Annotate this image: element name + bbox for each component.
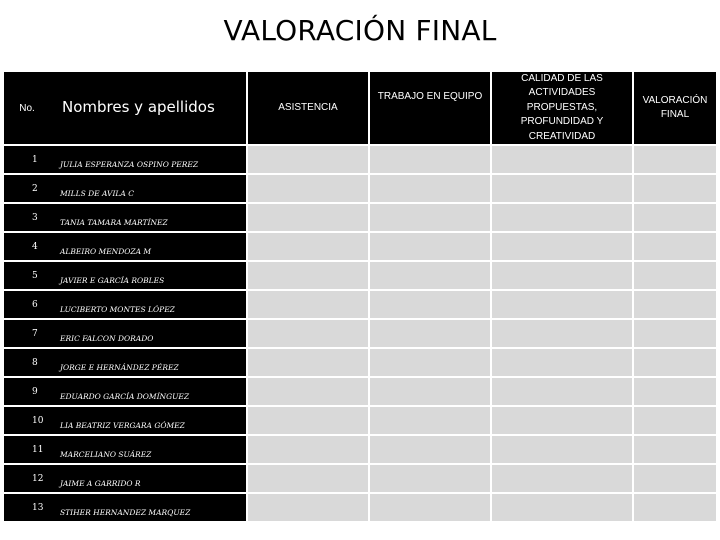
trabajo-equipo-cell[interactable] xyxy=(370,349,490,376)
calidad-cell[interactable] xyxy=(492,378,632,405)
student-name: EDUARDO GARCÍA DOMÍNGUEZ xyxy=(50,378,246,405)
row-number: 11 xyxy=(4,436,50,463)
student-name: LUCIBERTO MONTES LÓPEZ xyxy=(50,291,246,318)
trabajo-equipo-cell[interactable] xyxy=(370,494,490,521)
valoracion-final-cell[interactable] xyxy=(634,146,716,173)
student-name: TANIA TAMARA MARTÍNEZ xyxy=(50,204,246,231)
row-number: 10 xyxy=(4,407,50,434)
asistencia-cell[interactable] xyxy=(248,349,368,376)
calidad-cell[interactable] xyxy=(492,349,632,376)
trabajo-equipo-cell[interactable] xyxy=(370,204,490,231)
valoracion-final-cell[interactable] xyxy=(634,378,716,405)
student-name: JORGE E HERNÁNDEZ PÉREZ xyxy=(50,349,246,376)
valoracion-final-cell[interactable] xyxy=(634,175,716,202)
calidad-cell[interactable] xyxy=(492,233,632,260)
calidad-cell[interactable] xyxy=(492,465,632,492)
asistencia-cell[interactable] xyxy=(248,204,368,231)
asistencia-cell[interactable] xyxy=(248,494,368,521)
calidad-cell[interactable] xyxy=(492,494,632,521)
trabajo-equipo-cell[interactable] xyxy=(370,175,490,202)
row-number: 2 xyxy=(4,175,50,202)
evaluation-table xyxy=(4,72,716,524)
page-title: VALORACIÓN FINAL xyxy=(223,14,497,47)
student-name: MARCELIANO SUÁREZ xyxy=(50,436,246,463)
header-no: No. xyxy=(4,72,50,144)
student-name: JAIME A GARRIDO R xyxy=(50,465,246,492)
row-number: 8 xyxy=(4,349,50,376)
valoracion-final-cell[interactable] xyxy=(634,291,716,318)
valoracion-final-cell[interactable] xyxy=(634,204,716,231)
student-name: MILLS DE AVILA C xyxy=(50,175,246,202)
valoracion-final-cell[interactable] xyxy=(634,233,716,260)
student-name: ALBEIRO MENDOZA M xyxy=(50,233,246,260)
student-name: LIA BEATRIZ VERGARA GÓMEZ xyxy=(50,407,246,434)
valoracion-final-cell[interactable] xyxy=(634,465,716,492)
student-name: STIHER HERNANDEZ MARQUEZ xyxy=(50,494,246,521)
header-calidad: CALIDAD DE LAS ACTIVIDADES PROPUESTAS, PROFUNDIDAD Y CREATIVIDAD xyxy=(492,72,632,144)
asistencia-cell[interactable] xyxy=(248,146,368,173)
asistencia-cell[interactable] xyxy=(248,320,368,347)
row-number: 1 xyxy=(4,146,50,173)
trabajo-equipo-cell[interactable] xyxy=(370,233,490,260)
row-number: 13 xyxy=(4,494,50,521)
header-names: Nombres y apellidos xyxy=(50,72,246,144)
row-number: 12 xyxy=(4,465,50,492)
calidad-cell[interactable] xyxy=(492,146,632,173)
asistencia-cell[interactable] xyxy=(248,262,368,289)
calidad-cell[interactable] xyxy=(492,407,632,434)
asistencia-cell[interactable] xyxy=(248,291,368,318)
asistencia-cell[interactable] xyxy=(248,378,368,405)
row-number: 7 xyxy=(4,320,50,347)
row-number: 9 xyxy=(4,378,50,405)
trabajo-equipo-cell[interactable] xyxy=(370,465,490,492)
calidad-cell[interactable] xyxy=(492,436,632,463)
trabajo-equipo-cell[interactable] xyxy=(370,436,490,463)
trabajo-equipo-cell[interactable] xyxy=(370,378,490,405)
trabajo-equipo-cell[interactable] xyxy=(370,291,490,318)
header-asistencia: ASISTENCIA xyxy=(248,72,368,144)
calidad-cell[interactable] xyxy=(492,320,632,347)
calidad-cell[interactable] xyxy=(492,204,632,231)
asistencia-cell[interactable] xyxy=(248,233,368,260)
student-name: JAVIER E GARCÍA ROBLES xyxy=(50,262,246,289)
valoracion-final-cell[interactable] xyxy=(634,320,716,347)
trabajo-equipo-cell[interactable] xyxy=(370,407,490,434)
trabajo-equipo-cell[interactable] xyxy=(370,262,490,289)
calidad-cell[interactable] xyxy=(492,291,632,318)
asistencia-cell[interactable] xyxy=(248,436,368,463)
calidad-cell[interactable] xyxy=(492,262,632,289)
valoracion-final-cell[interactable] xyxy=(634,436,716,463)
student-name: JULIA ESPERANZA OSPINO PEREZ xyxy=(50,146,246,173)
valoracion-final-cell[interactable] xyxy=(634,262,716,289)
asistencia-cell[interactable] xyxy=(248,465,368,492)
trabajo-equipo-cell[interactable] xyxy=(370,146,490,173)
row-number: 3 xyxy=(4,204,50,231)
calidad-cell[interactable] xyxy=(492,175,632,202)
asistencia-cell[interactable] xyxy=(248,407,368,434)
valoracion-final-cell[interactable] xyxy=(634,494,716,521)
student-name: ERIC FALCON DORADO xyxy=(50,320,246,347)
row-number: 4 xyxy=(4,233,50,260)
valoracion-final-cell[interactable] xyxy=(634,349,716,376)
row-number: 6 xyxy=(4,291,50,318)
asistencia-cell[interactable] xyxy=(248,175,368,202)
valoracion-final-cell[interactable] xyxy=(634,407,716,434)
trabajo-equipo-cell[interactable] xyxy=(370,320,490,347)
row-number: 5 xyxy=(4,262,50,289)
header-trabajo-equipo: TRABAJO EN EQUIPO xyxy=(370,72,490,144)
header-valoracion-final: VALORACIÓN FINAL xyxy=(634,72,716,144)
